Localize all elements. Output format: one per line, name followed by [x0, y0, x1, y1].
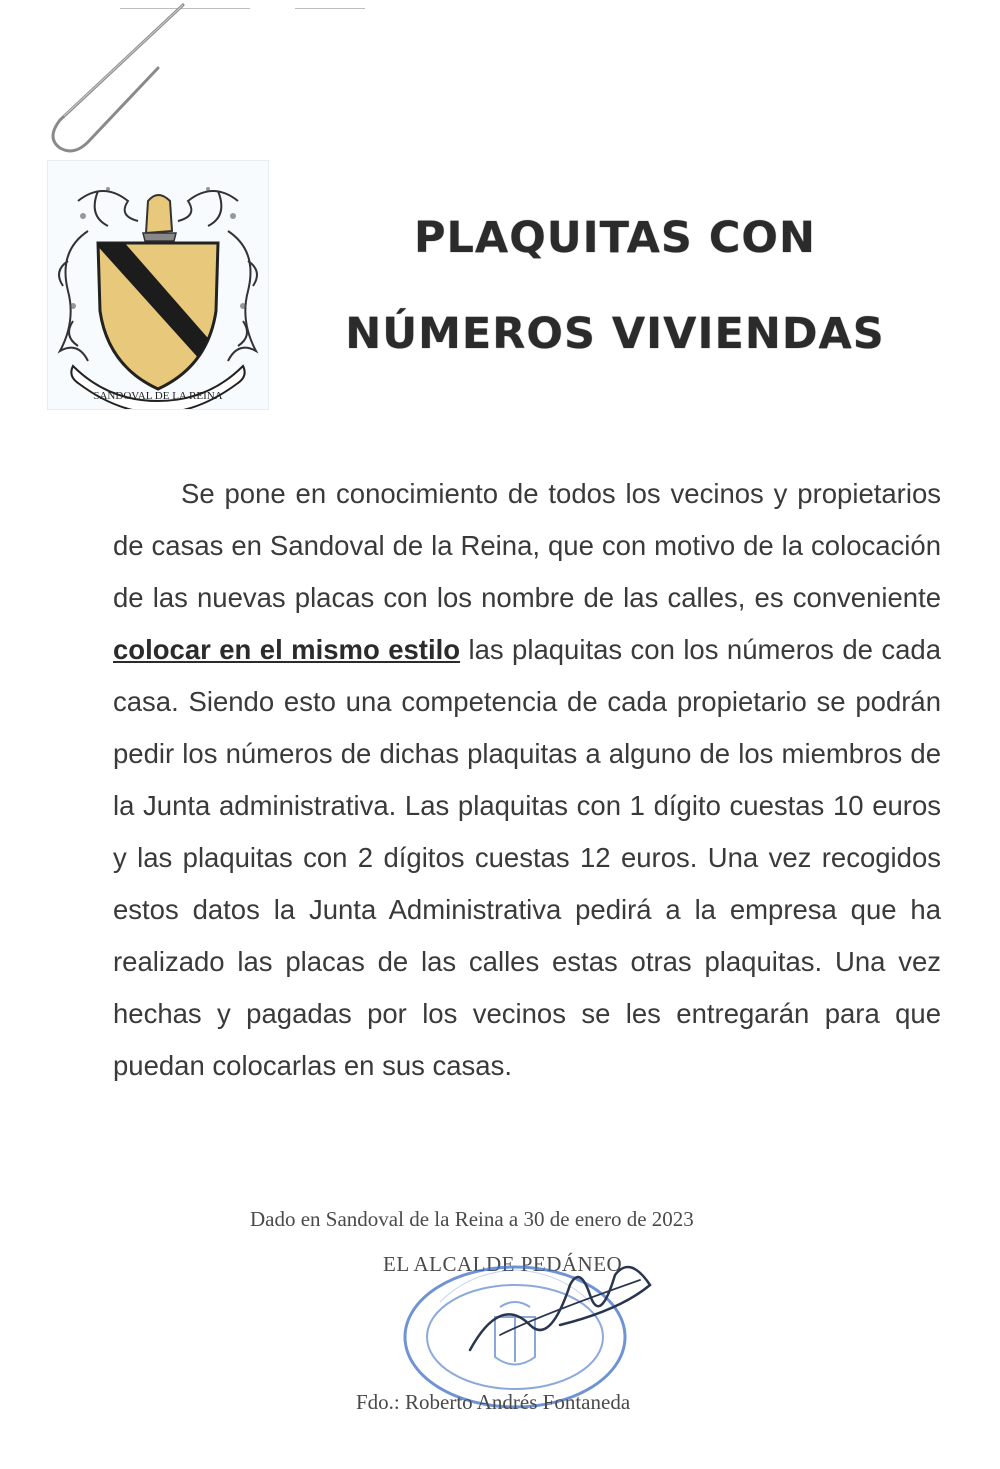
page-title: [290, 190, 940, 382]
title-line-1: PLAQUITAS CON: [414, 213, 816, 263]
coat-of-arms-icon: [48, 161, 268, 409]
office-line: EL ALCALDE PEDÁNEO: [383, 1252, 623, 1276]
crest-frame: [47, 160, 269, 410]
body-emphasis: colocar en el mismo estilo: [113, 634, 461, 665]
crest-label: SANDOVAL DE LA REINA: [93, 390, 223, 402]
signer-line: Fdo.: Roberto Andrés Fontaneda: [356, 1390, 631, 1414]
body-intro: Se pone en conocimiento de todos los vecinos y propietarios de casas en Sandoval de la Reina, que con motivo de la colocación de las nuevas placas con los nombre de las calles, es conveniente: [113, 478, 941, 613]
scan-edge-line: [295, 8, 365, 9]
signature-icon: [440, 1255, 660, 1375]
date-line: Dado en Sandoval de la Reina a 30 de enero de 2023: [250, 1207, 694, 1231]
paperclip-icon: [38, 0, 188, 160]
notice-body: [113, 468, 941, 1092]
title-line-2: NÚMEROS VIVIENDAS: [345, 309, 885, 359]
body-rest: las plaquitas con los números de cada casa. Siendo esto una competencia de cada propietario se podrán pedir los números de dichas plaquitas a alguno de los miembros de la Junta administrativa. Las plaquitas con 1 dígito cuestas 10 euros y las plaquitas con 2 dígitos cuestas 12 euros. Una vez recogidos estos datos la Junta Administrativa pedirá a la empresa que ha realizado las placas de las calles estas otras plaquitas. Una vez hechas y pagadas por los vecinos se les entregarán para que puedan colocarlas en sus casas.: [113, 634, 941, 1081]
notice-paragraph: [113, 468, 941, 1092]
